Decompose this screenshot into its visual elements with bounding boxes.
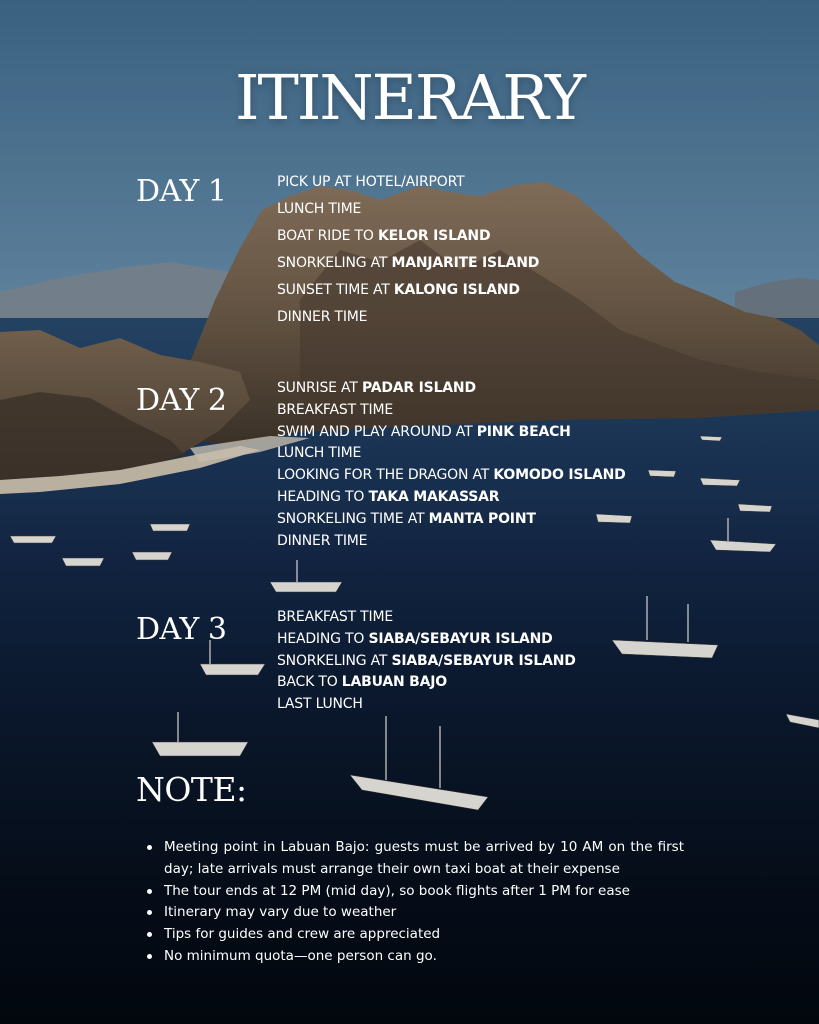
activity-item: DINNER TIME bbox=[277, 309, 368, 325]
activity-item: LUNCH TIME bbox=[277, 201, 362, 217]
activity-item: BOAT RIDE TO KELOR ISLAND bbox=[277, 228, 491, 244]
page-title: ITINERARY bbox=[234, 61, 584, 134]
activity-item: LOOKING FOR THE DRAGON AT KOMODO ISLAND bbox=[277, 467, 626, 484]
activity-item: LAST LUNCH bbox=[277, 696, 363, 713]
activity-item: SNORKELING TIME AT MANTA POINT bbox=[277, 510, 536, 527]
day-3-activities bbox=[277, 607, 576, 716]
day-1-label: DAY 1 bbox=[136, 174, 227, 209]
note-item: The tour ends at 12 PM (mid day), so book flights after 1 PM for ease bbox=[164, 881, 684, 903]
day-2-label: DAY 2 bbox=[136, 383, 227, 418]
activity-item: SWIM AND PLAY AROUND AT PINK BEACH bbox=[277, 423, 571, 440]
note-title: NOTE: bbox=[136, 770, 247, 809]
activity-item: SUNSET TIME AT KALONG ISLAND bbox=[277, 282, 520, 298]
activity-item: HEADING TO TAKA MAKASSAR bbox=[277, 488, 500, 505]
activity-item: LUNCH TIME bbox=[277, 445, 362, 462]
note-item: Tips for guides and crew are appreciated bbox=[164, 924, 684, 946]
activity-item: SNORKELING AT MANJARITE ISLAND bbox=[277, 255, 540, 271]
activity-item: SUNRISE AT PADAR ISLAND bbox=[277, 380, 476, 396]
activity-item: BREAKFAST TIME bbox=[277, 401, 393, 418]
note-item: Itinerary may vary due to weather bbox=[164, 902, 684, 924]
activity-item: DINNER TIME bbox=[277, 532, 368, 549]
day-1-activities bbox=[277, 169, 539, 331]
activity-item: SNORKELING AT SIABA/SEBAYUR ISLAND bbox=[277, 652, 576, 669]
note-list bbox=[164, 837, 684, 968]
activity-item: BACK TO LABUAN BAJO bbox=[277, 674, 447, 691]
note-item: Meeting point in Labuan Bajo: guests must be arrived by 10 AM on the first day; late arrivals must arrange their own taxi boat at their expense bbox=[164, 837, 684, 881]
activity-item: PICK UP AT HOTEL/AIRPORT bbox=[277, 174, 465, 190]
day-2-activities bbox=[277, 378, 626, 552]
activity-item: BREAKFAST TIME bbox=[277, 609, 393, 625]
note-item: No minimum quota—one person can go. bbox=[164, 946, 684, 968]
activity-item: HEADING TO SIABA/SEBAYUR ISLAND bbox=[277, 630, 553, 647]
day-3-label: DAY 3 bbox=[136, 612, 227, 647]
